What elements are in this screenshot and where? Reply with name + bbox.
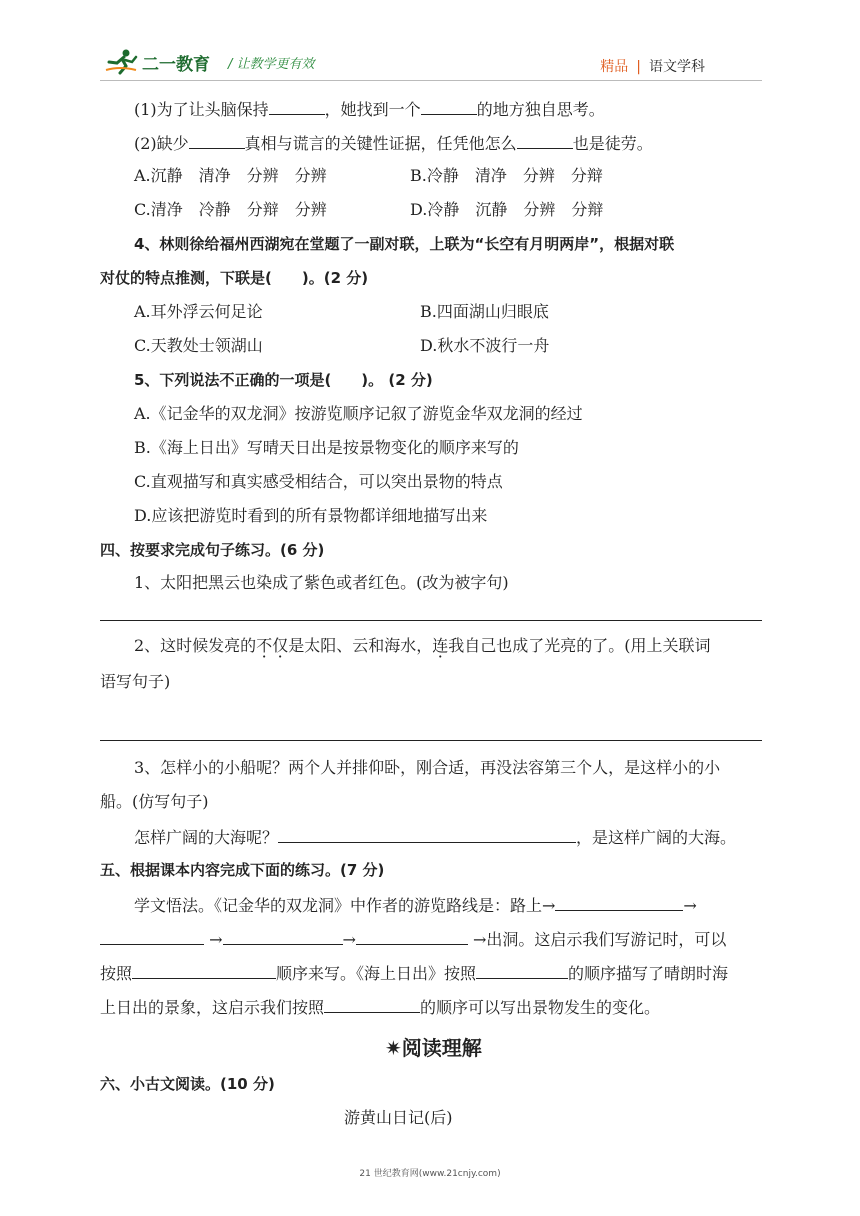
brand-name: 二一教育 [142,54,210,75]
q5-stem: 5、下列说法不正确的一项是( )。 (2 分) [134,371,433,389]
blank[interactable] [269,98,325,115]
emphasis-char: 仅 [272,636,289,655]
q4-option-d[interactable]: D.秋水不波行一舟 [420,336,550,355]
q3-option-d[interactable]: D.冷静 沉静 分辨 分辩 [410,200,604,219]
q5-option-c[interactable]: C.直观描写和真实感受相结合，可以突出景物的特点 [134,472,503,491]
part5-line-3: 按照 顺序来写。《海上日出》按照 的顺序描写了晴朗时海 [100,964,729,983]
header-separator: | [636,59,641,75]
blank[interactable] [132,962,276,979]
blank[interactable] [100,928,204,945]
blank[interactable] [555,894,683,911]
blank[interactable] [324,996,420,1013]
blank[interactable] [476,962,568,979]
q4-stem-line-2: 对仗的特点推测，下联是( )。(2 分) [100,269,369,287]
q5-option-a[interactable]: A.《记金华的双龙洞》按游览顺序记叙了游览金华双龙洞的经过 [134,404,583,423]
q3-sentence-1: (1)为了让头脑保持 ，她找到一个 的地方独自思考。 [134,100,605,119]
part5-line-2: → → →出洞。这启示我们写游记时，可以 [100,928,726,950]
part4-title: 四、按要求完成句子练习。(6 分) [100,541,325,559]
q4-option-c[interactable]: C.天教处士领湖山 [134,336,263,355]
answer-line-1[interactable] [100,620,762,621]
brand-logo [104,48,315,76]
emphasis-char: 不 [256,636,273,655]
header-tags [600,56,705,76]
subject-tag: 语文学科 [649,59,705,75]
article-title: 游黄山日记(后) [344,1108,453,1127]
blank[interactable] [189,132,245,149]
q3-option-a[interactable]: A.沉静 清净 分辨 分辨 [134,166,327,185]
emphasis-char: 连 [432,636,449,655]
runner-logo-icon [104,48,138,76]
part4-sentence-3-cont: 船。(仿写句子) [100,792,209,811]
part6-title: 六、小古文阅读。(10 分) [100,1075,275,1093]
brand-slogan: / 让教学更有效 [228,56,315,72]
q4-option-b[interactable]: B.四面湖山归眼底 [420,302,549,321]
part4-sentence-3: 3、怎样小的小船呢？两个人并排仰卧，刚合适，再没法容第三个人，是这样小的小 [134,758,721,777]
part4-imitation: 怎样广阔的大海呢？ ，是这样广阔的大海。 [134,828,737,847]
blank[interactable] [421,98,477,115]
q5-option-b[interactable]: B.《海上日出》写晴天日出是按景物变化的顺序来写的 [134,438,519,457]
part5-line-4: 上日出的景象，这启示我们按照 的顺序可以写出景物发生的变化。 [100,998,661,1017]
q3-sentence-2: (2)缺少 真相与谎言的关键性证据，任凭他怎么 也是徒劳。 [134,134,653,153]
part4-sentence-2-cont: 语写句子) [100,672,171,691]
q3-option-b[interactable]: B.冷静 清净 分辨 分辩 [410,166,603,185]
page-footer: 21 世纪教育网(www.21cnjy.com) [359,1169,501,1179]
blank[interactable] [278,826,576,843]
blank[interactable] [223,928,343,945]
part5-title: 五、根据课本内容完成下面的练习。(7 分) [100,861,385,879]
q4-option-a[interactable]: A.耳外浮云何足论 [134,302,263,321]
answer-line-2[interactable] [100,740,762,741]
part4-sentence-2: 2、这时候发亮的不仅是太阳、云和海水，连我自己也成了光亮的了。(用上关联词 [134,636,711,655]
part4-sentence-1: 1、太阳把黑云也染成了紫色或者红色。(改为被字句) [134,573,509,592]
part5-line-1: 学文悟法。《记金华的双龙洞》中作者的游览路线是：路上→ → [134,896,697,915]
q5-option-d[interactable]: D.应该把游览时看到的所有景物都详细地描写出来 [134,506,488,525]
q4-stem-line-1: 4、林则徐给福州西湖宛在堂题了一副对联，上联为“长空有月明两岸”，根据对联 [134,235,675,253]
quality-tag: 精品 [600,59,629,75]
q3-option-c[interactable]: C.清净 冷静 分辩 分辨 [134,200,327,219]
header-divider [100,80,762,81]
blank[interactable] [356,928,468,945]
blank[interactable] [517,132,573,149]
section-reading-title: ✷阅读理解 [385,1036,482,1060]
